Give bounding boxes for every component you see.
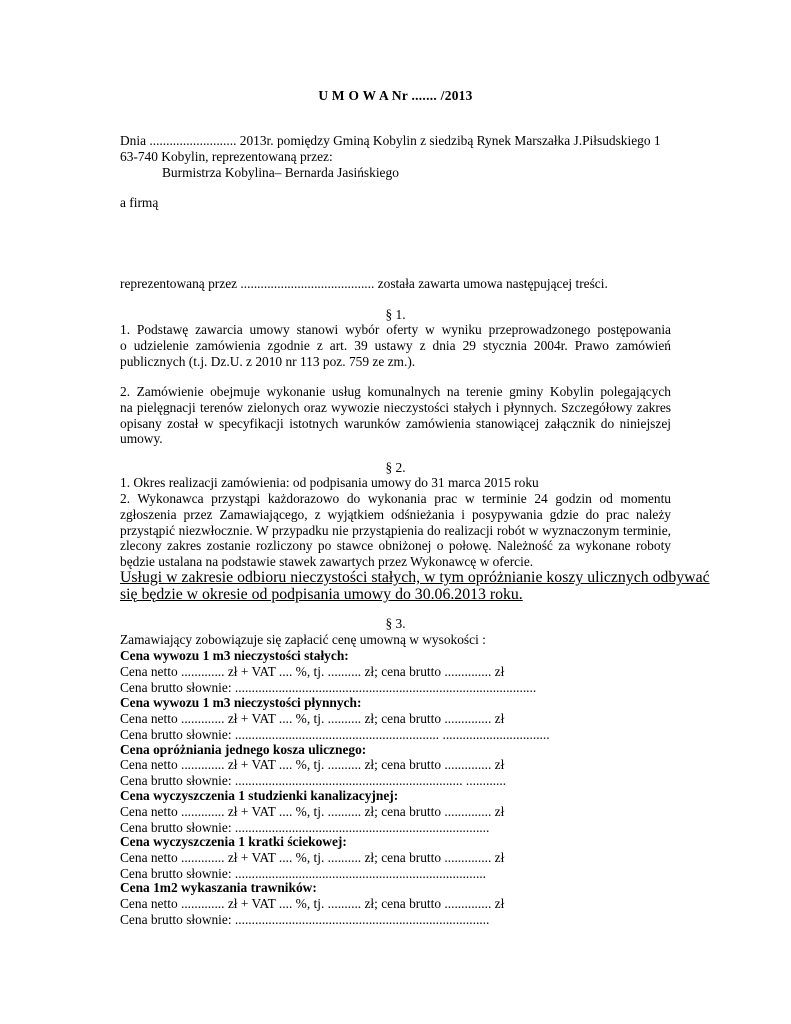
price-item-netto: Cena netto ............. zł + VAT .... %, tj. .......... zł; cena brutto .............. zł [120,664,505,679]
intro-representative: Burmistrza Kobylina– Bernarda Jasińskiego [162,165,399,180]
section-3-intro: Zamawiający zobowiązuje się zapłacić cenę umowną w wysokości : [120,632,486,647]
paragraph-line: 1. Podstawę zawarcia umowy stanowi wybór oferty w wyniku przeprowadzonego postępowania [120,322,671,337]
intro-line-2: 63-740 Kobylin, reprezentowaną przez: [120,149,333,164]
paragraph-line: 2. Zamówienie obejmuje wykonanie usług komunalnych na terenie gminy Kobylin polegających [120,384,671,399]
intro-firm: a firmą [120,195,159,210]
price-item-netto: Cena netto ............. zł + VAT .... %, tj. .......... zł; cena brutto .............. zł [120,850,505,865]
section-2-heading: § 2. [385,460,406,475]
price-item-slownie: Cena brutto słownie: .................................................................... ............ [120,773,507,788]
paragraph-line: umowy. [120,431,163,447]
section-2-note-line-1: Usługi w zakresie odbioru nieczystości stałych, w tym opróżnianie koszy ulicznych odbywać [120,569,710,586]
section-1-heading: § 1. [385,307,406,322]
section-1-paragraph-1 [120,322,671,369]
paragraph-line: zgłoszenia przez Zamawiającego, z wyjątkiem odśnieżania i posypywania gdzie do prac należy [120,506,671,522]
price-item-name: Cena opróżniania jednego kosza ulicznego: [120,742,367,757]
paragraph-line: zlecony zakres zostanie rozliczony po stawce obniżonej o połowę. Należność za wykonane roboty [120,538,671,554]
price-item-netto: Cena netto ............. zł + VAT .... %, tj. .......... zł; cena brutto .............. zł [120,757,505,772]
section-2-note-line-2: się będzie w okresie od podpisania umowy do 30.06.2013 roku. [120,586,523,603]
intro-represented-by: reprezentowaną przez ........................................ została zawarta umowa następującej treści. [120,276,608,291]
paragraph-line: na pielęgnacji terenów zielonych oraz wywozie nieczystości stałych i płynnych. Szczegółowy zakres [120,399,671,415]
price-item-name: Cena wywozu 1 m3 nieczystości płynnych: [120,695,362,710]
section-2-paragraph-2 [120,491,671,570]
paragraph-line: 2. Wykonawca przystąpi każdorazowo do wykonania prac w terminie 24 godzin od momentu [120,491,671,506]
section-1-paragraph-2 [120,384,671,447]
section-2-paragraph-1: 1. Okres realizacji zamówienia: od podpisania umowy do 31 marca 2015 roku [120,475,539,490]
price-item-slownie: Cena brutto słownie: ........................................................................... [120,866,486,881]
price-item-slownie: Cena brutto słownie: ............................................................. ................................ [120,727,550,742]
paragraph-line: będzie ustalana na podstawie stawek zawartych przez Wykonawcę w ofercie. [120,554,534,570]
price-item-slownie: Cena brutto słownie: ............................................................................ [120,820,490,835]
price-item-netto: Cena netto ............. zł + VAT .... %, tj. .......... zł; cena brutto .............. zł [120,804,505,819]
contract-title: U M O W A Nr ....... /2013 [318,88,473,103]
paragraph-line: o udzielenie zamówienia zgodnie z art. 39 ustawy z dnia 29 stycznia 2004r. Prawo zamówień [120,337,671,353]
price-item-name: Cena wyczyszczenia 1 kratki ściekowej: [120,834,347,849]
paragraph-line: opisany został w specyfikacji istotnych warunków zamówienia stanowiącej załącznik do niniejszej [120,415,671,431]
price-item-name: Cena wywozu 1 m3 nieczystości stałych: [120,648,349,663]
price-item-name: Cena 1m2 wykaszania trawników: [120,880,317,895]
paragraph-line: publicznych (t.j. Dz.U. z 2010 nr 113 poz. 759 ze zm.). [120,353,416,369]
price-item-slownie: Cena brutto słownie: ............................................................................ [120,912,490,927]
price-item-slownie: Cena brutto słownie: .......................................................................................... [120,680,537,695]
price-item-netto: Cena netto ............. zł + VAT .... %, tj. .......... zł; cena brutto .............. zł [120,711,505,726]
price-item-netto: Cena netto ............. zł + VAT .... %, tj. .......... zł; cena brutto .............. zł [120,896,505,911]
price-item-name: Cena wyczyszczenia 1 studzienki kanalizacyjnej: [120,788,399,803]
intro-line-1: Dnia .......................... 2013r. pomiędzy Gminą Kobylin z siedzibą Rynek Marszałka J.Piłsudskiego 1 [120,133,661,148]
section-3-heading: § 3. [385,616,406,631]
paragraph-line: przystąpić niezwłocznie. W przypadku nie przystąpienia do realizacji robót w wyznaczonym terminie, [120,522,671,538]
